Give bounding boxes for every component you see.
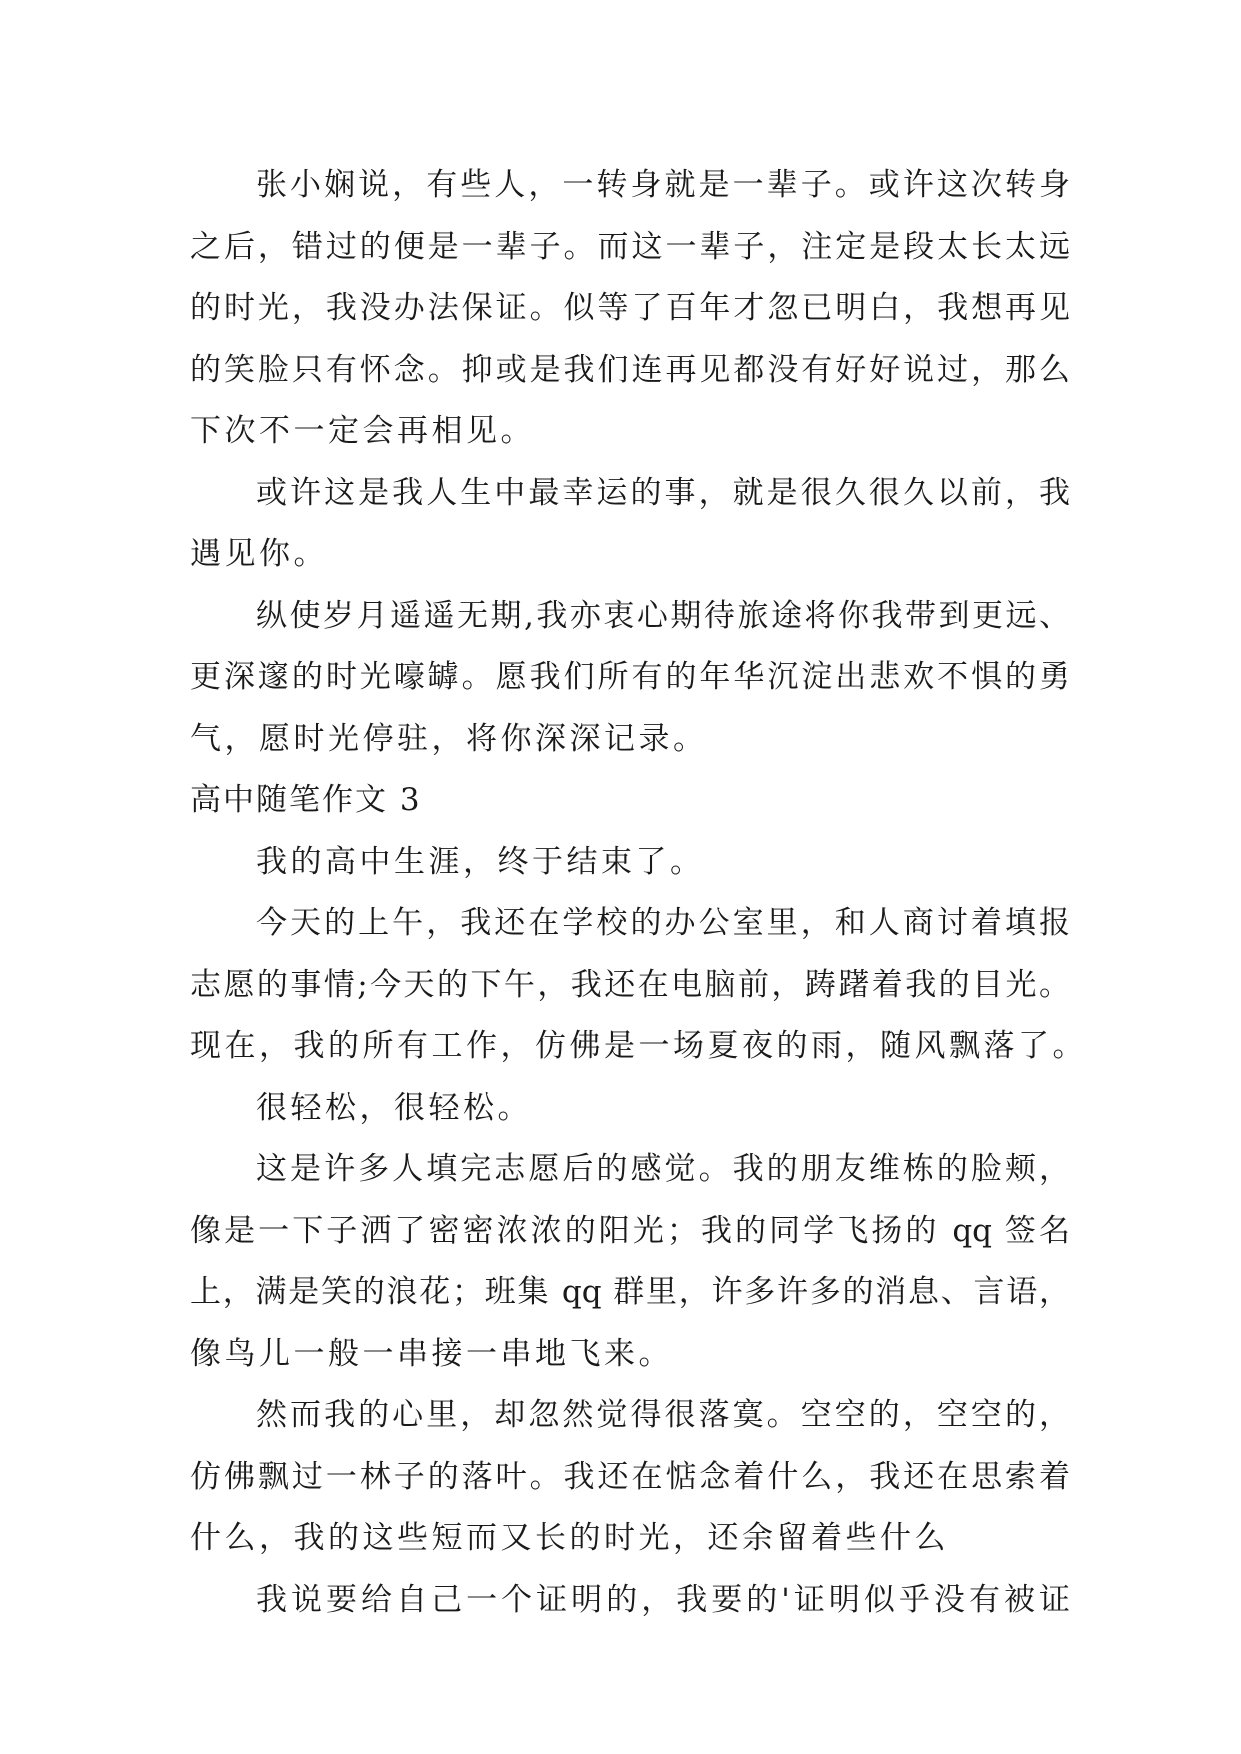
paragraph-line: 像是一下子洒了密密浓浓的阳光；我的同学飞扬的 qq 签名 <box>190 1212 1070 1249</box>
paragraph-line: 我的高中生涯，终于结束了。 <box>256 843 705 880</box>
paragraph-line: 张小娴说，有些人，一转身就是一辈子。或许这次转身 <box>256 167 1070 203</box>
paragraph-line: 的笑脸只有怀念。抑或是我们连再见都没有好好说过，那么 <box>190 351 1070 388</box>
paragraph-line: 更深邃的时光嚎罅。愿我们所有的年华沉淀出悲欢不惧的勇 <box>190 659 1070 695</box>
paragraph-line: 我说要给自己一个证明的，我要的'证明似乎没有被证 <box>256 1581 1070 1618</box>
document-body <box>190 155 1087 1631</box>
paragraph-line: 的时光，我没办法保证。似等了百年才忽已明白，我想再见 <box>190 290 1070 326</box>
paragraph-line: 下次不一定会再相见。 <box>190 413 535 449</box>
paragraph-line: 遇见你。 <box>190 536 328 572</box>
paragraph-line: 像鸟儿一般一串接一串地飞来。 <box>190 1335 673 1372</box>
paragraph-line: 上，满是笑的浪花；班集 qq 群里，许多许多的消息、言语， <box>190 1274 1070 1310</box>
paragraph-line: 或许这是我人生中最幸运的事，就是很久很久以前，我 <box>256 474 1070 511</box>
paragraph-line: 仿佛飘过一林子的落叶。我还在惦念着什么，我还在思索着 <box>190 1458 1070 1495</box>
paragraph-line: 现在，我的所有工作，仿佛是一场夏夜的雨，随风飘落了。 <box>190 1028 1087 1064</box>
paragraph-line: 然而我的心里，却忽然觉得很落寞。空空的，空空的， <box>256 1397 1070 1433</box>
section-heading: 高中随笔作文 3 <box>190 782 422 818</box>
paragraph-line: 之后，错过的便是一辈子。而这一辈子，注定是段太长太远 <box>190 228 1070 265</box>
paragraph-line: 今天的上午，我还在学校的办公室里，和人商讨着填报 <box>256 905 1070 941</box>
paragraph-line: 很轻松，很轻松。 <box>256 1089 532 1126</box>
paragraph-line: 什么，我的这些短而又长的时光，还余留着些什么 <box>190 1520 949 1556</box>
paragraph-line: 气，愿时光停驻，将你深深记录。 <box>190 720 708 757</box>
paragraph-line: 这是许多人填完志愿后的感觉。我的朋友维栋的脸颊， <box>256 1151 1070 1187</box>
paragraph-line: 志愿的事情;今天的下午，我还在电脑前，踌躇着我的目光。 <box>190 966 1070 1003</box>
paragraph-line: 纵使岁月遥遥无期,我亦衷心期待旅途将你我带到更远、 <box>256 597 1070 634</box>
